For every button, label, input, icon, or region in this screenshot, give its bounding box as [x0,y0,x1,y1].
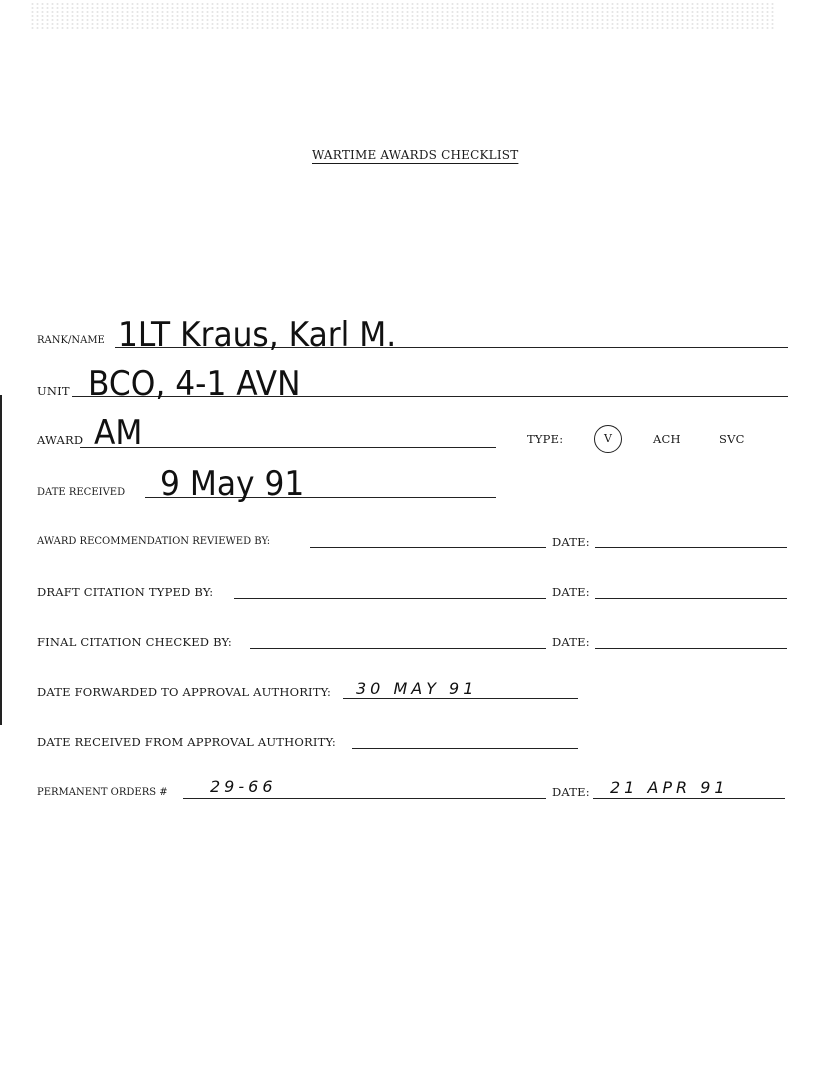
date-forwarded-line [343,698,578,699]
scan-edge-mark [0,395,2,725]
award-label: AWARD [37,433,84,447]
final-citation-line [250,648,546,649]
rank-name-label: RANK/NAME [37,335,105,346]
type-option-ach[interactable]: ACH [653,432,681,446]
permanent-orders-date-line [593,798,785,799]
draft-citation-date-label: DATE: [552,585,590,599]
date-received-label: DATE RECEIVED [37,487,126,498]
type-option-v[interactable]: V [594,425,622,453]
permanent-orders-label: PERMANENT ORDERS # [37,787,168,798]
page-title: WARTIME AWARDS CHECKLIST [312,148,519,162]
date-received-value[interactable]: 9 May 91 [160,464,305,504]
date-received-approval-line [352,748,578,749]
rank-name-value[interactable]: 1LT Kraus, Karl M. [118,315,397,355]
unit-label: UNIT [37,384,70,398]
award-value[interactable]: AM [94,413,143,453]
award-reviewed-line [310,547,546,548]
award-reviewed-label: AWARD RECOMMENDATION REVIEWED BY: [37,536,271,547]
final-citation-date-label: DATE: [552,635,590,649]
final-citation-label: FINAL CITATION CHECKED BY: [37,635,232,649]
permanent-orders-date-label: DATE: [552,785,590,799]
permanent-orders-value[interactable]: 29-66 [210,777,277,796]
final-citation-date-line [595,648,787,649]
draft-citation-date-line [595,598,787,599]
draft-citation-label: DRAFT CITATION TYPED BY: [37,585,214,599]
award-reviewed-date-line [595,547,787,548]
unit-value[interactable]: BCO, 4-1 AVN [88,364,301,404]
type-option-svc[interactable]: SVC [719,432,745,446]
draft-citation-line [234,598,546,599]
award-line [80,447,496,448]
date-received-approval-label: DATE RECEIVED FROM APPROVAL AUTHORITY: [37,735,336,749]
award-reviewed-date-label: DATE: [552,535,590,549]
type-label: TYPE: [527,432,564,446]
scan-noise [30,2,775,30]
date-forwarded-label: DATE FORWARDED TO APPROVAL AUTHORITY: [37,685,332,699]
permanent-orders-date-value[interactable]: 21 APR 91 [610,778,729,797]
permanent-orders-line [183,798,546,799]
date-forwarded-value[interactable]: 30 MAY 91 [356,679,478,698]
